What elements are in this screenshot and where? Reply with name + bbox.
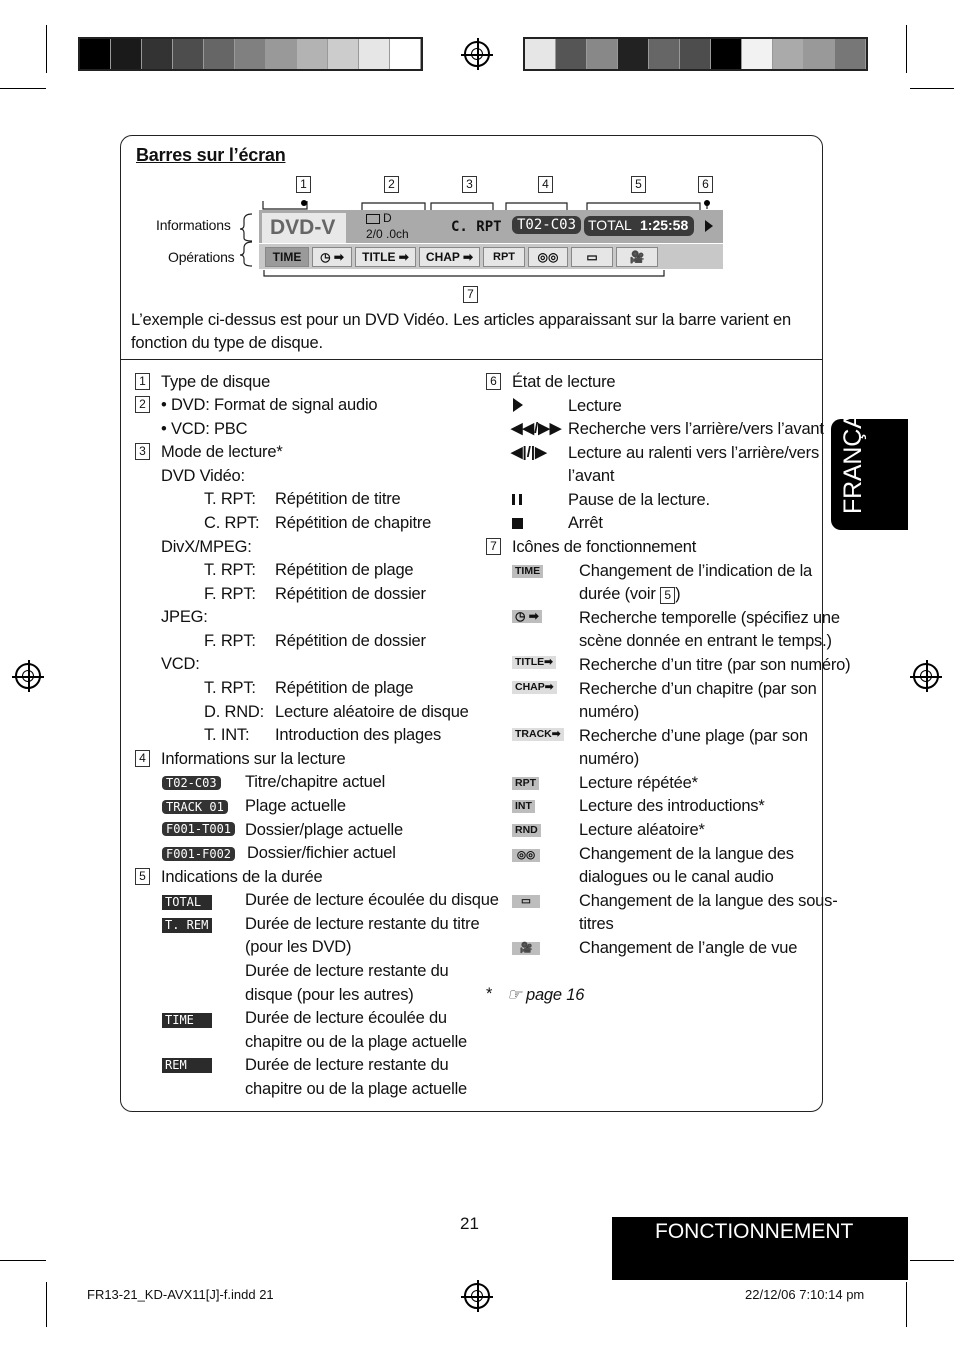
s3-divx: DivX/MPEG:	[161, 538, 252, 556]
duration-icon: TIME	[162, 1013, 212, 1028]
slow-motion-icon: ◀|/|▶	[511, 444, 547, 461]
op-desc: Lecture répétée*	[579, 774, 698, 792]
section-title: Barres sur l’écran	[136, 145, 286, 165]
op-desc: Changement de la langue des sous-	[579, 892, 838, 910]
op-chap-label: CHAP	[425, 250, 460, 264]
duration-desc: Durée de lecture écoulée du disque	[245, 891, 499, 909]
registration-mark	[464, 41, 490, 67]
crop-mark	[0, 88, 46, 89]
op-desc: Recherche d’un titre (par son numéro)	[579, 656, 851, 674]
elapsed-time: 1:25:58	[640, 217, 689, 233]
info-icon: F001-F002	[162, 847, 235, 861]
duration-icon: REM	[162, 1058, 212, 1073]
s3-vcd: VCD:	[161, 655, 200, 673]
op-desc: Recherche temporelle (spécifiez une	[579, 609, 840, 627]
mode-value: Lecture aléatoire de disque	[275, 703, 469, 721]
s5-num: 5	[135, 868, 150, 885]
crop-mark	[0, 1260, 46, 1261]
section-title: FONCTIONNEMENT	[655, 1220, 854, 1243]
crop-mark	[46, 25, 47, 73]
playback-mode: C. RPT	[451, 219, 502, 235]
total-label: TOTAL	[588, 217, 632, 233]
duration-desc: chapitre ou de la plage actuelle	[245, 1033, 468, 1051]
s6-title: État de lecture	[512, 373, 616, 391]
file-info: FR13-21_KD-AVX11[J]-f.indd 21	[87, 1287, 274, 1302]
mode-value: Répétition de plage	[275, 561, 414, 579]
info-icon: TRACK 01	[162, 800, 228, 814]
mode-key: D. RND:	[204, 703, 265, 721]
s4-title: Informations sur la lecture	[161, 750, 346, 768]
mode-key: F. RPT:	[204, 632, 256, 650]
duration-desc: chapitre ou de la plage actuelle	[245, 1080, 468, 1098]
play-icon	[705, 220, 713, 232]
angle-icon: 🎥	[512, 942, 540, 955]
s7-num: 7	[486, 538, 501, 555]
registration-mark	[15, 663, 41, 689]
subtitle-icon: ▭	[512, 895, 540, 908]
mode-key: C. RPT:	[204, 514, 260, 532]
s5-title: Indications de la durée	[161, 868, 323, 886]
op-audio-icon[interactable]: ◎◎	[528, 247, 568, 267]
clock-search-tag: ◷ ➡	[512, 610, 542, 623]
op-desc: Lecture aléatoire*	[579, 821, 705, 839]
duration-desc: Durée de lecture écoulée du	[245, 1009, 447, 1027]
divider	[121, 359, 822, 360]
op-time[interactable]: TIME	[265, 247, 309, 267]
callout-2: 2	[384, 176, 399, 193]
s2-a: • DVD: Format de signal audio	[161, 396, 378, 414]
language-tab	[831, 389, 908, 530]
info-desc: Titre/chapitre actuel	[245, 773, 386, 791]
duration-icon: T. REM	[162, 918, 212, 933]
s4-num: 4	[135, 750, 150, 767]
track-tag: TRACK➡	[512, 728, 564, 741]
s2-num: 2	[135, 396, 150, 413]
pause-icon	[512, 494, 522, 505]
chap-tag: CHAP➡	[512, 681, 557, 694]
state-desc: Lecture	[568, 397, 622, 415]
op-desc: scène donnée en entrant le temps.)	[579, 632, 832, 650]
audio-format-top: D	[383, 211, 392, 225]
registration-mark	[464, 1283, 490, 1309]
op-title-label: TITLE	[362, 250, 396, 264]
footnote-star: *	[486, 985, 493, 1003]
stop-icon	[512, 518, 523, 529]
callout-1: 1	[296, 176, 311, 193]
s1-num: 1	[135, 373, 150, 390]
title-tag-label: TITLE	[515, 656, 545, 668]
int-tag: INT	[512, 800, 535, 813]
track-tag-label: TRACK	[515, 728, 552, 740]
mode-value: Répétition de titre	[275, 490, 401, 508]
track-pill: T02-C03	[512, 216, 581, 234]
mode-key: T. INT:	[204, 726, 250, 744]
chap-tag-label: CHAP	[515, 681, 545, 693]
mode-value: Introduction des plages	[275, 726, 442, 744]
s1-title: Type de disque	[161, 373, 271, 391]
row-label-info: Informations	[156, 217, 231, 233]
duration-desc: Durée de lecture restante du	[245, 1056, 449, 1074]
s3-title: Mode de lecture*	[161, 443, 283, 461]
op-desc: Changement de la langue des	[579, 845, 794, 863]
mode-value: Répétition de chapitre	[275, 514, 432, 532]
color-bar-right	[523, 37, 868, 71]
color-bar-left	[78, 37, 423, 71]
ref-5: 5	[660, 587, 675, 604]
state-desc: Arrêt	[568, 514, 603, 532]
intro-text: L’exemple ci-dessus est pour un DVD Vidéo. Les articles apparaissant sur la barre varient en fonction du type de disque.	[131, 311, 791, 352]
page-number: 21	[460, 1214, 479, 1233]
rnd-tag: RND	[512, 824, 541, 837]
s2-b: • VCD: PBC	[161, 420, 248, 438]
mode-key: T. RPT:	[204, 490, 256, 508]
rewind-forward-icon: ◀◀/▶▶	[511, 420, 562, 437]
mode-key: F. RPT:	[204, 585, 256, 603]
play-icon	[513, 398, 523, 412]
crop-mark	[910, 88, 954, 89]
op-desc: durée (voir 5 )	[579, 585, 681, 603]
info-icon: F001-T001	[162, 822, 235, 836]
footnote-ref: ☞ page 16	[507, 986, 585, 1004]
language-tab-label: FRANÇAIS	[839, 389, 867, 514]
duration-desc: disque (pour les autres)	[245, 986, 414, 1004]
op-desc: numéro)	[579, 750, 640, 768]
info-desc: Plage actuelle	[245, 797, 346, 815]
op-rpt[interactable]: RPT	[483, 247, 525, 267]
info-desc: Dossier/fichier actuel	[247, 844, 396, 862]
duration-icon: TOTAL	[162, 895, 212, 910]
callout-5: 5	[631, 176, 646, 193]
mode-key: T. RPT:	[204, 679, 256, 697]
disc-type: DVD-V	[270, 216, 336, 239]
crop-mark	[46, 1282, 47, 1327]
mode-key: T. RPT:	[204, 561, 256, 579]
callout-3: 3	[462, 176, 477, 193]
duration-desc: Durée de lecture restante du	[245, 962, 449, 980]
callout-7: 7	[463, 286, 478, 303]
registration-mark	[913, 663, 939, 689]
mode-value: Répétition de plage	[275, 679, 414, 697]
op-desc: Recherche d’une plage (par son	[579, 727, 808, 745]
title-tag: TITLE➡	[512, 656, 556, 669]
op-angle-icon[interactable]: 🎥	[616, 247, 658, 267]
state-desc: Lecture au ralenti vers l’arrière/vers	[568, 444, 820, 462]
duration-desc: Durée de lecture restante du titre	[245, 915, 480, 933]
op-desc: Recherche d’un chapitre (par son	[579, 680, 817, 698]
s3-dvd: DVD Vidéo:	[161, 467, 245, 485]
op-desc: Changement de l’angle de vue	[579, 939, 798, 957]
s6-num: 6	[486, 373, 501, 390]
dolby-icon	[366, 214, 380, 224]
info-icon: T02-C03	[162, 776, 221, 790]
date-info: 22/12/06 7:10:14 pm	[745, 1287, 865, 1302]
op-subtitle-icon[interactable]: ▭	[571, 247, 613, 267]
row-label-ops: Opérations	[168, 249, 235, 265]
duration-desc: (pour les DVD)	[245, 938, 352, 956]
op-desc: titres	[579, 915, 614, 933]
time-tag: TIME	[512, 565, 543, 578]
rpt-tag: RPT	[512, 777, 539, 790]
crop-mark	[906, 25, 907, 73]
op-desc-text: durée (voir	[579, 585, 656, 603]
s3-jpeg: JPEG:	[161, 608, 208, 626]
op-desc: numéro)	[579, 703, 640, 721]
op-time-search-icon[interactable]: ◷ ➡	[312, 247, 352, 267]
state-desc: l’avant	[568, 467, 615, 485]
state-desc: Pause de la lecture.	[568, 491, 710, 509]
op-desc: dialogues ou le canal audio	[579, 868, 774, 886]
mode-value: Répétition de dossier	[275, 585, 426, 603]
info-desc: Dossier/plage actuelle	[245, 821, 403, 839]
callout-4: 4	[538, 176, 553, 193]
crop-mark	[906, 1282, 907, 1327]
state-desc: Recherche vers l’arrière/vers l’avant	[568, 420, 824, 438]
callout-6: 6	[698, 176, 713, 193]
audio-icon: ◎◎	[512, 849, 540, 862]
crop-mark	[910, 1260, 954, 1261]
op-desc: Changement de l’indication de la	[579, 562, 813, 580]
op-title[interactable]: TITLE ➡	[355, 247, 416, 267]
op-chap[interactable]: CHAP ➡	[419, 247, 480, 267]
op-desc: Lecture des introductions*	[579, 797, 765, 815]
audio-format-bottom: 2/0 .0ch	[366, 227, 409, 241]
s3-num: 3	[135, 443, 150, 460]
mode-value: Répétition de dossier	[275, 632, 426, 650]
s7-title: Icônes de fonctionnement	[512, 538, 697, 556]
